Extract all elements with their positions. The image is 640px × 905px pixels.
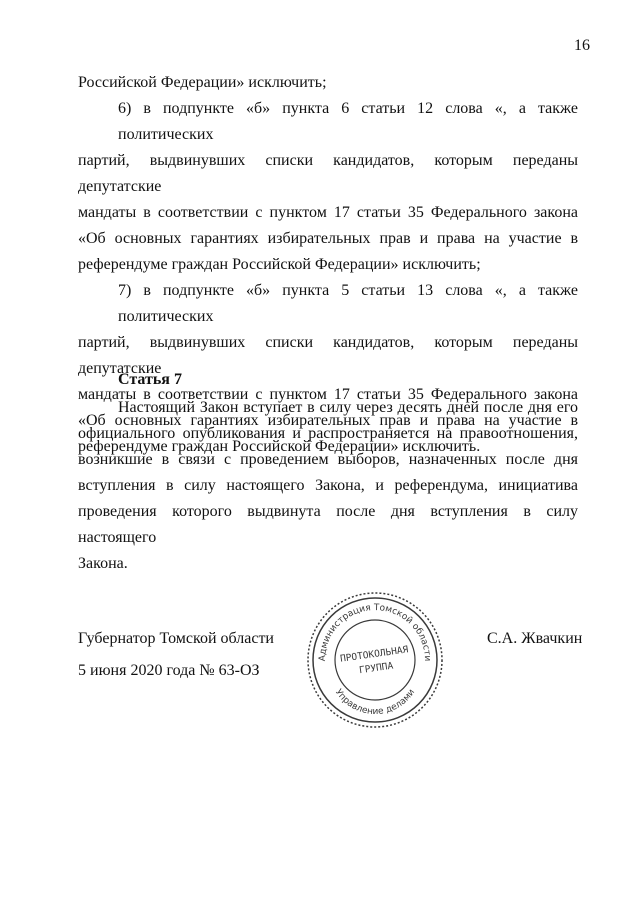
text-line: «Об основных гарантиях избирательных прав и права на участие в [78,230,578,247]
text-line: Настоящий Закон вступает в силу через десять дней после дня его [118,399,578,416]
stamp-inner-line-2: ГРУППА [358,660,394,677]
body-text-part-2 [78,395,578,577]
article-heading-block [78,367,578,393]
text-line: референдуме граждан Российской Федерации» исключить; [78,256,481,273]
article-heading: Статья 7 [118,371,182,388]
text-line: Закона. [78,555,128,572]
stamp-outer-top-text: Администрация Томской области [317,602,433,662]
text-line: возникшие в связи с проведением выборов, назначенных после дня [78,451,578,468]
text-line: референдуме граждан Российской Федерации» исключить. [78,438,481,455]
text-line: 6) в подпункте «б» пункта 6 статьи 12 слова «, а также политических [118,100,578,143]
text-line: вступления в силу настоящего Закона, и референдума, инициатива [78,477,578,494]
text-line: мандаты в соответствии с пунктом 17 статьи 35 Федерального закона [78,386,578,403]
official-stamp [305,590,445,730]
text-line: 7) в подпункте «б» пункта 5 статьи 13 слова «, а также политических [118,282,578,325]
signature-name: С.А. Жвачкин [487,630,583,647]
stamp-inner-line-1: ПРОТОКОЛЬНАЯ [339,644,409,665]
text-line: проведения которого выдвинута после дня вступления в силу настоящего [78,503,578,546]
signature-position: Губернатор Томской области [78,630,274,647]
law-date-number: 5 июня 2020 года № 63-ОЗ [78,662,260,679]
page-number: 16 [574,37,590,54]
text-line: «Об основных гарантиях избирательных прав и права на участие в [78,412,578,429]
text-line: официального опубликования и распространяется на правоотношения, [78,425,578,442]
text-line: Российской Федерации» исключить; [78,74,327,91]
text-line: партий, выдвинувших списки кандидатов, которым переданы депутатские [78,334,578,377]
text-line: мандаты в соответствии с пунктом 17 статьи 35 Федерального закона [78,204,578,221]
stamp-outer-bottom-text: Управление делами [332,687,418,718]
text-line: партий, выдвинувших списки кандидатов, которым переданы депутатские [78,152,578,195]
